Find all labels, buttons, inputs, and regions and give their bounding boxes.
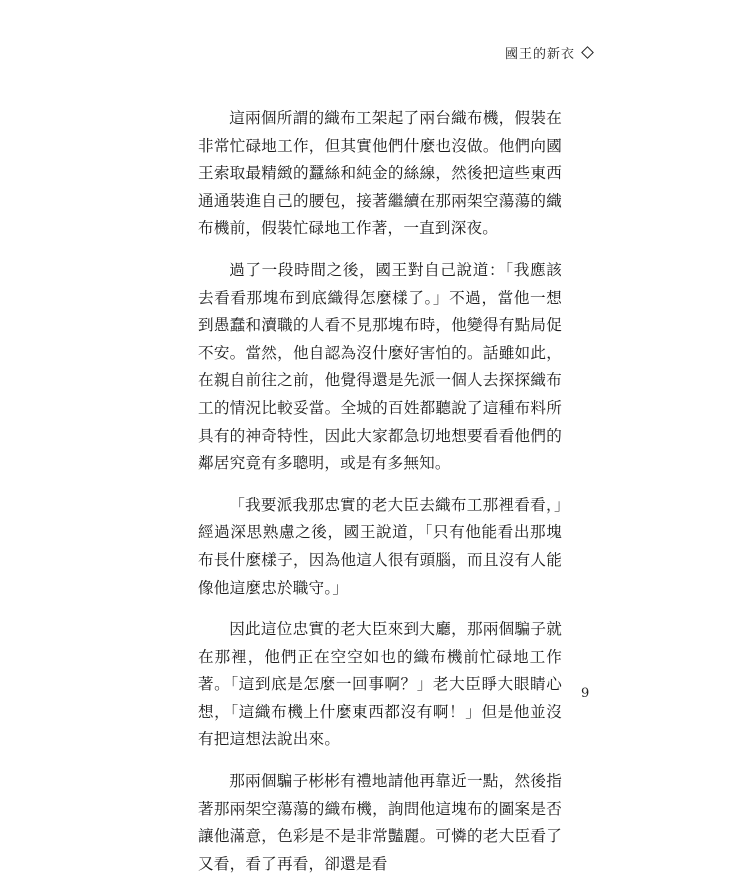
diamond-icon	[581, 46, 594, 59]
paragraph-1: 這兩個所謂的織布工架起了兩台織布機，假裝在非常忙碌地工作，但其實他們什麼也沒做。他們向國王索取最精緻的蠶絲和純金的絲線，然後把這些東西通通裝進自己的腰包，接著繼續在那兩架空蕩蕩的織布機前，假裝忙碌地工作著，一直到深夜。	[198, 109, 562, 238]
running-header	[505, 43, 592, 62]
chapter-title: 國王的新衣	[504, 47, 575, 62]
paragraph-4: 因此這位忠實的老大臣來到大廳，那兩個騙子就在那裡，他們正在空空如也的織布機前忙碌地工作著。「這到底是怎麼一回事啊？」老大臣睜大眼睛心想，「這織布機上什麼東西都沒有啊！」但是他並沒有把這想法說出來。	[198, 620, 562, 749]
body-text	[198, 105, 562, 892]
paragraph-3: 「我要派我那忠實的老大臣去織布工那裡看看，」經過深思熟慮之後，國王說道，「只有他能看出那塊布長什麼樣子，因為他這人很有頭腦，而且沒有人能像他這麼忠於職守。」	[198, 495, 562, 597]
page-number: 9	[581, 686, 590, 701]
paragraph-2: 過了一段時間之後，國王對自己說道：「我應該去看看那塊布到底織得怎麼樣了。」不過，當他一想到愚蠢和瀆職的人看不見那塊布時，他變得有點局促不安。當然，他自認為沒什麼好害怕的。話雖如此，在親自前往之前，他覺得還是先派一個人去探探織布工的情況比較妥當。全城的百姓都聽說了這種布料所具有的神奇特性，因此大家都急切地想要看看他們的鄰居究竟有多聰明，或是有多無知。	[198, 260, 562, 473]
paragraph-5: 那兩個騙子彬彬有禮地請他再靠近一點，然後指著那兩架空蕩蕩的織布機，詢問他這塊布的圖案是否讓他滿意，色彩是不是非常豔麗。可憐的老大臣看了又看，看了再看，卻還是看	[198, 772, 562, 873]
